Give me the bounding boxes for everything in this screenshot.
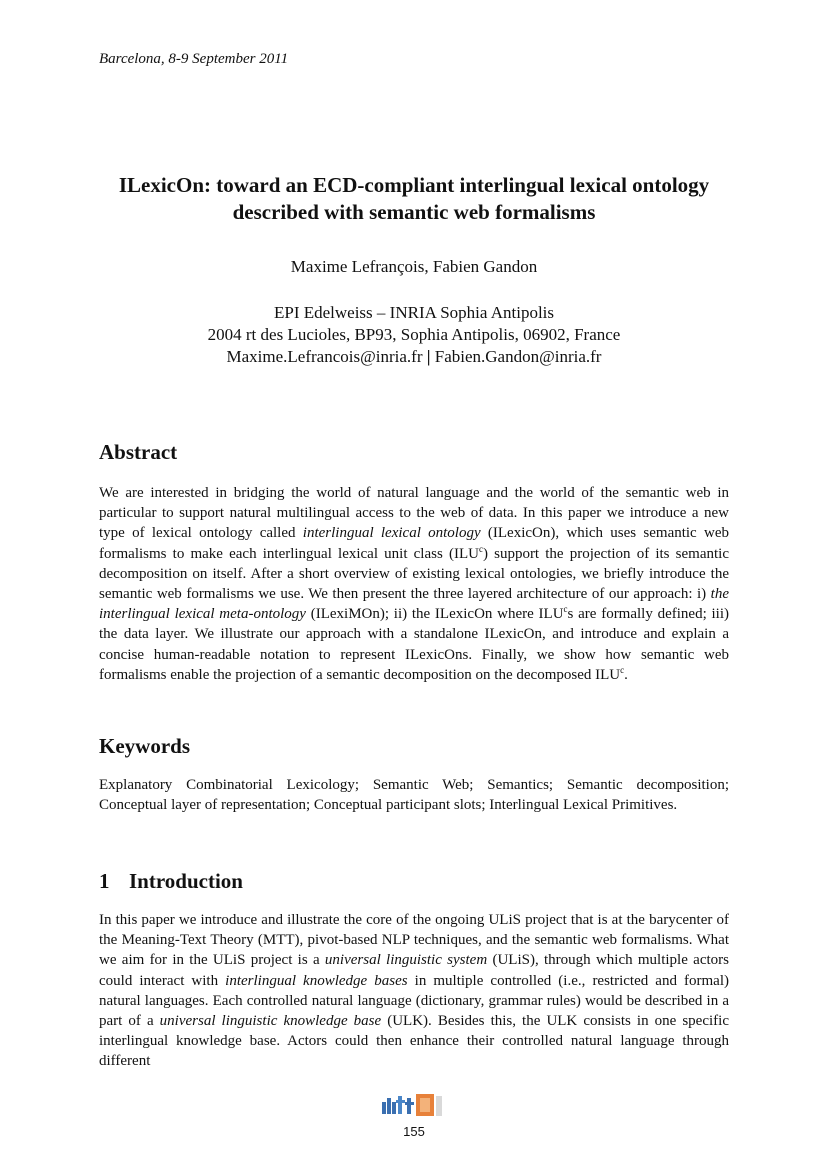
keywords-text: Explanatory Combinatorial Lexicology; Semantic Web; Semantics; Semantic decomposition; Conceptual layer of representation; Conceptual participant slots; Interlingual Lexical Primitives. [99, 777, 729, 814]
abstract-text-part: s are formally defined; iii) the data layer. We illustrate our approach with a standalone ILexicOn, and introduce and explain a concise human-readable notation to represent ILexicOns. Finally, we show how semantic web formalisms enable the projection of a semantic decomposition on the decomposed ILU [99, 606, 729, 683]
keywords-heading: Keywords [99, 734, 190, 758]
intro-text-part: (ULK). Besides this, the ULK consists in one specific interlingual knowledge base. Actors could then enhance their controlled natural language through different [99, 1013, 729, 1070]
intro-text-part: (ULiS), through which multiple actors could interact with [99, 952, 729, 989]
abstract-text [99, 483, 729, 685]
page-number: 155 [403, 1124, 425, 1139]
title-line-1: ILexicOn: toward an ECD-compliant interlingual lexical ontology [118, 173, 710, 197]
abstract-emphasis: interlingual lexical ontology [302, 525, 481, 542]
introduction-heading [99, 869, 243, 894]
authors: Maxime Lefrançois, Fabien Gandon [290, 257, 538, 276]
mtt-logo-icon [382, 1092, 446, 1118]
section-number: 1 [99, 869, 110, 893]
email-separator: | [426, 347, 431, 366]
intro-emphasis: interlingual knowledge bases [225, 972, 408, 989]
abstract-text-part: (ILexicOn), which uses semantic web formalisms to make each interlingual lexical unit class (ILU [99, 525, 729, 562]
email-lefrancois[interactable]: Maxime.Lefrancois@inria.fr [226, 347, 423, 366]
intro-text-part: In this paper we introduce and illustrate the core of the ongoing ULiS project that is at the barycenter of the Meaning-Text Theory (MTT), pivot-based NLP techniques, and the semantic web formalisms. What we aim for in the ULiS project is a [99, 912, 729, 969]
emails [60, 346, 768, 368]
abstract-text-part: ) support the projection of its semantic decomposition on itself. After a short overview of existing lexical ontologies, we briefly introduce the semantic web formalisms we use. We then present the three layered architecture of our approach: i) [99, 545, 729, 603]
running-header: Barcelona, 8-9 September 2011 [99, 51, 289, 67]
superscript: c [478, 543, 483, 554]
title-line-2: described with semantic web formalisms [232, 200, 596, 224]
abstract-text-part: . [624, 666, 628, 683]
superscript: c [563, 604, 568, 615]
section-title: Introduction [129, 869, 243, 893]
address: 2004 rt des Lucioles, BP93, Sophia Antipolis, 06902, France [207, 325, 621, 344]
abstract-text-part: We are interested in bridging the world of natural language and the world of the semantic web in particular to support natural multilingual access to the web of data. In this paper we introduce a new type of lexical ontology called [99, 485, 729, 542]
intro-emphasis: universal linguistic knowledge base [159, 1013, 382, 1030]
intro-text-part: in multiple controlled (i.e., restricted and formal) natural languages. Each controlled natural language (dictionary, grammar rules) would be described in a part of a [99, 972, 729, 1030]
intro-emphasis: universal linguistic system [324, 952, 488, 969]
abstract-text-part: (ILexiMOn); ii) the ILexicOn where ILU [305, 606, 564, 623]
abstract-emphasis: the interlingual lexical meta-ontology [99, 586, 729, 623]
paper-title [60, 172, 768, 226]
email-gandon[interactable]: Fabien.Gandon@inria.fr [434, 347, 602, 366]
abstract-heading: Abstract [99, 440, 178, 464]
affiliation [60, 302, 768, 368]
superscript: c [620, 664, 625, 675]
institute: EPI Edelweiss – INRIA Sophia Antipolis [273, 303, 555, 322]
introduction-text [99, 910, 729, 1072]
